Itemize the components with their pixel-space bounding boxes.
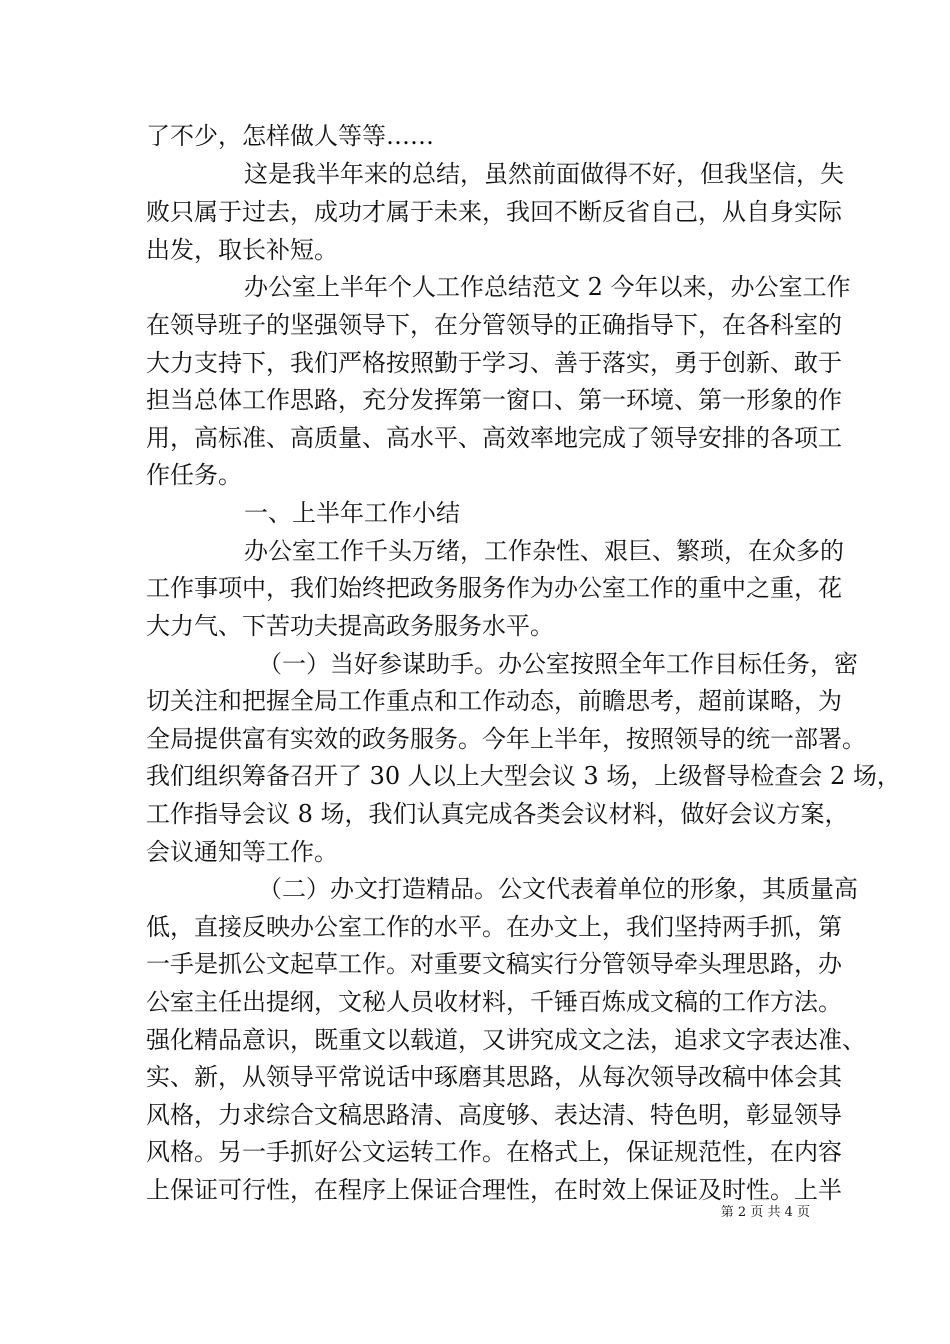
text-line: 这是我半年来的总结，虽然前面做得不好，但我坚信，失 <box>244 160 844 188</box>
text-line: 作任务。 <box>146 461 242 489</box>
text-line: 担当总体工作思路，充分发挥第一窗口、第一环境、第一形象的作 <box>146 386 842 414</box>
text-line: 强化精品意识，既重文以载道，又讲究成文之法，追求文字表达准、 <box>146 1026 866 1054</box>
text-line: 全局提供富有实效的政务服务。今年上半年，按照领导的统一部署。 <box>146 725 866 753</box>
text-line: 风格。另一手抓好公文运转工作。在格式上，保证规范性，在内容 <box>146 1138 842 1166</box>
text-line: 上保证可行性，在程序上保证合理性，在时效上保证及时性。上半 <box>146 1176 842 1204</box>
text-line: 工作事项中，我们始终把政务服务作为办公室工作的重中之重，花 <box>146 574 842 602</box>
text-line: 用，高标准、高质量、高水平、高效率地完成了领导安排的各项工 <box>146 424 842 452</box>
text-line: 出发，取长补短。 <box>146 236 338 264</box>
text-line: 我们组织筹备召开了 30 人以上大型会议 3 场，上级督导检查会 2 场， <box>146 762 901 790</box>
text-line: 在领导班子的坚强领导下，在分管领导的正确指导下，在各科室的 <box>146 311 842 339</box>
text-line: （二）办文打造精品。公文代表着单位的形象，其质量高 <box>258 875 858 903</box>
text-line: 公室主任出提纲，文秘人员收材料，千锤百炼成文稿的工作方法。 <box>146 988 842 1016</box>
text-line: 大力支持下，我们严格按照勤于学习、善于落实，勇于创新、敢于 <box>146 349 842 377</box>
text-line: （一）当好参谋助手。办公室按照全年工作目标任务，密 <box>258 650 858 678</box>
text-line: 实、新，从领导平常说话中琢磨其思路，从每次领导改稿中体会其 <box>146 1063 842 1091</box>
text-line: 风格，力求综合文稿思路清、高度够、表达清、特色明，彰显领导 <box>146 1101 842 1129</box>
section-heading: 一、上半年工作小结 <box>244 499 460 527</box>
text-line: 切关注和把握全局工作重点和工作动态，前瞻思考，超前谋略，为 <box>146 687 842 715</box>
text-line: 办公室工作千头万绪，工作杂性、艰巨、繁琐，在众多的 <box>244 537 844 565</box>
text-line: 会议通知等工作。 <box>146 838 338 866</box>
page-number: 第 2 页 共 4 页 <box>720 1205 810 1220</box>
text-line: 败只属于过去，成功才属于未来，我回不断反省自己，从自身实际 <box>146 198 842 226</box>
text-line: 低，直接反映办公室工作的水平。在办文上，我们坚持两手抓，第 <box>146 913 842 941</box>
text-line: 办公室上半年个人工作总结范文 2 今年以来，办公室工作 <box>244 273 851 301</box>
text-line: 一手是抓公文起草工作。对重要文稿实行分管领导牵头理思路，办 <box>146 950 842 978</box>
text-line: 工作指导会议 8 场，我们认真完成各类会议材料，做好会议方案， <box>146 800 849 828</box>
text-line: 大力气、下苦功夫提高政务服务水平。 <box>146 612 554 640</box>
text-line: 了不少，怎样做人等等…… <box>146 122 434 150</box>
